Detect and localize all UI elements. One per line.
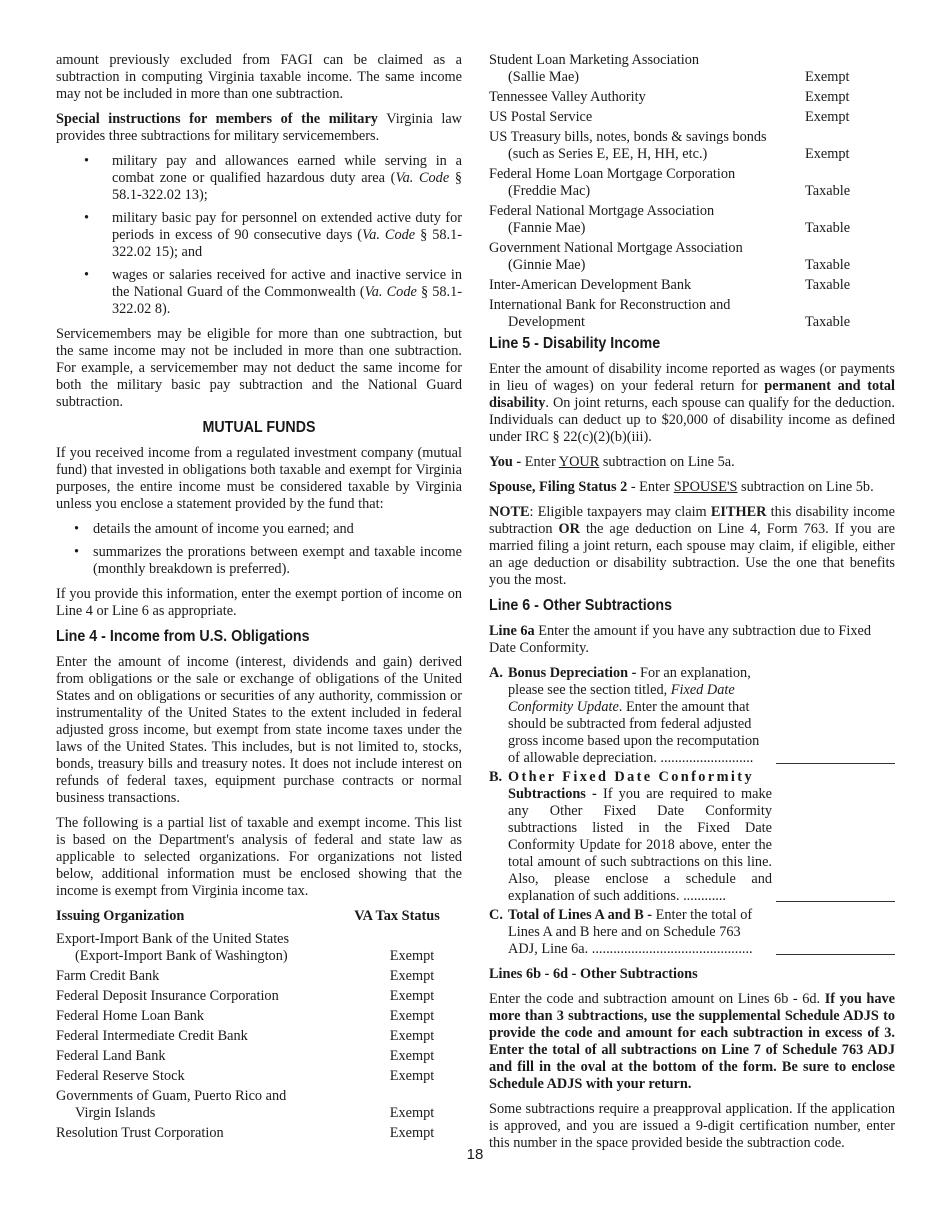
list-item: • details the amount of income you earned; and: [56, 521, 462, 538]
tax-status: Taxable: [805, 314, 851, 330]
line6-heading: Line 6 - Other Subtractions: [489, 597, 673, 614]
obligations-table-left: [56, 931, 462, 1142]
tax-status: Taxable: [805, 257, 851, 273]
military-list: [56, 153, 462, 318]
page-number: 18: [466, 1146, 484, 1163]
note-paragraph: NOTE: Eligible taxpayers may claim EITHER this disability income subtraction OR the age deduction on Line 4, Form 763. If you are married filing a joint return, each spouse may claim, if eligible, either an age deduction or disability subtraction. Use the one that benefits you the most.: [489, 504, 896, 588]
left-column: [56, 52, 462, 1145]
tax-status: Exempt: [389, 948, 435, 964]
column-header-status: VA Tax Status: [354, 908, 440, 924]
obligations-table-right: [489, 52, 895, 331]
org-name: Federal Land Bank: [56, 1048, 166, 1064]
tax-status: Exempt: [389, 1048, 435, 1064]
org-name: US Postal Service: [489, 109, 593, 125]
table-row: [56, 1008, 462, 1025]
line4-heading: Line 4 - Income from U.S. Obligations: [56, 628, 310, 645]
mutual-funds-heading: MUTUAL FUNDS: [202, 419, 316, 436]
intro-paragraph: amount previously excluded from FAGI can be claimed as a subtraction in computing Virginia taxable income. The same income may not be included in more than one subtraction.: [56, 52, 462, 102]
line6a-paragraph: Line 6a Enter the amount if you have any subtraction due to Fixed Date Conformity.: [489, 623, 871, 656]
mutual-funds-followup: If you provide this information, enter the exempt portion of income on Line 4 or Line 6 as appropriate.: [56, 586, 462, 619]
org-name: Government National Mortgage Association (Ginnie Mae): [489, 240, 743, 273]
org-name: US Treasury bills, notes, bonds & savings bonds (such as Series E, EE, H, HH, etc.): [489, 129, 767, 162]
tax-status: Exempt: [805, 146, 850, 162]
table-row: [489, 277, 895, 294]
table-row: [56, 1068, 462, 1085]
tax-status: Taxable: [805, 220, 851, 236]
tax-status: Exempt: [389, 968, 435, 984]
tax-status: Exempt: [805, 89, 850, 105]
org-name: Federal Intermediate Credit Bank: [56, 1028, 248, 1044]
line5-heading: Line 5 - Disability Income: [489, 335, 661, 352]
list-item: • wages or salaries received for active and inactive service in the National Guard of the Commonwealth (Va. Code § 58.1-322.02 8).: [56, 267, 462, 318]
tax-status: Exempt: [389, 1105, 435, 1121]
org-name: International Bank for Reconstruction and Development: [489, 297, 731, 330]
table-row: [489, 203, 895, 237]
table-row: [489, 240, 895, 274]
org-name: Farm Credit Bank: [56, 968, 160, 984]
org-name: Federal Deposit Insurance Corporation: [56, 988, 279, 1004]
mutual-funds-paragraph: If you received income from a regulated investment company (mutual fund) that invested in obligations both taxable and exempt for Virginia purposes, the entire income must be considered taxable by Virginia unless you enclose a statement provided by the fund that:: [56, 445, 462, 512]
tax-status: Exempt: [389, 988, 435, 1004]
table-row: [489, 129, 895, 163]
table-header: [56, 908, 462, 925]
table-row: [56, 1028, 462, 1045]
military-paragraph: Special instructions for members of the military Virginia law provides three subtractions for military servicemembers.: [56, 111, 463, 144]
table-row: [56, 1088, 462, 1122]
tax-status: Taxable: [805, 183, 851, 199]
you-instruction: You - Enter YOUR subtraction on Line 5a.: [489, 454, 735, 470]
org-name: Governments of Guam, Puerto Rico and Virgin Islands: [56, 1088, 287, 1121]
table-row: [56, 988, 462, 1005]
org-name: Federal Reserve Stock: [56, 1068, 185, 1084]
entry-c: C. Total of Lines A and B - Enter the total of Lines A and B here and on Schedule 763 ADJ, Line 6a. .............................................: [489, 907, 895, 958]
org-name: Inter-American Development Bank: [489, 277, 692, 293]
table-row: [489, 166, 895, 200]
tax-status: Exempt: [389, 1125, 435, 1141]
list-item: • summarizes the prorations between exempt and taxable income (monthly breakdown is preferred).: [56, 544, 462, 578]
entry-b-amount-blank[interactable]: [776, 901, 895, 902]
tax-status: Exempt: [389, 1068, 435, 1084]
list-item: • military pay and allowances earned while serving in a combat zone or qualified hazardous duty area (Va. Code § 58.1-322.02 13);: [56, 153, 462, 204]
line4-list-intro: The following is a partial list of taxable and exempt income. This list is based on the Department's analysis of federal and state law as applicable to selected organizations. For organizations not listed below, additional information must be enclosed showing that the income is exempt from Virginia income tax.: [56, 815, 462, 899]
tax-status: Exempt: [805, 109, 850, 125]
tax-status: Taxable: [805, 277, 851, 293]
table-row: [489, 89, 895, 106]
org-name: Student Loan Marketing Association (Sallie Mae): [489, 52, 700, 85]
entry-a-amount-blank[interactable]: [776, 763, 895, 764]
table-row: [489, 297, 895, 331]
tax-status: Exempt: [389, 1028, 435, 1044]
table-row: [56, 931, 462, 965]
org-name: Export-Import Bank of the United States (Export-Import Bank of Washington): [56, 931, 290, 964]
tax-status: Exempt: [805, 69, 850, 85]
list-item: • military basic pay for personnel on extended active duty for periods in excess of 90 consecutive days (Va. Code § 58.1-322.02 15); and: [56, 210, 462, 261]
org-name: Tennessee Valley Authority: [489, 89, 646, 105]
line5-paragraph: Enter the amount of disability income reported as wages (or payments in lieu of wages) on your federal return for permanent and total disability. On joint returns, each spouse can qualify for the deduction. Individuals can deduct up to $20,000 of disability income as defined under IRC § 22(c)(2)(b)(iii).: [489, 361, 895, 445]
servicemembers-paragraph: Servicemembers may be eligible for more than one subtraction, but the same income may not be included in more than one subtraction. For example, a servicemember may not deduct the same income for both the military basic pay subtraction and the National Guard subtraction.: [56, 326, 462, 410]
entry-a: A. Bonus Depreciation - For an explanation, please see the section titled, Fixed Date Conformity Update. Enter the amount that should be subtracted from federal adjusted gross income based upon the recomputation of allowable depreciation. ..........................: [489, 665, 895, 767]
entry-c-amount-blank[interactable]: [776, 954, 895, 955]
table-row: [56, 1048, 462, 1065]
org-name: Federal Home Loan Mortgage Corporation (Freddie Mac): [489, 166, 736, 199]
org-name: Federal Home Loan Bank: [56, 1008, 205, 1024]
spouse-instruction: Spouse, Filing Status 2 - Enter SPOUSE'S subtraction on Line 5b.: [489, 479, 874, 495]
table-row: [56, 968, 462, 985]
lines6bd-heading: Lines 6b - 6d - Other Subtractions: [489, 966, 698, 982]
entry-b: B. Other Fixed Date Conformity Subtractions - If you are required to make any Other Fixed Date Conformity subtractions listed in the Fixed Date Conformity Update for 2018 above, enter the total amount of such subtractions on this line. Also, please enclose a schedule and explanation of such additions. ............: [489, 769, 895, 905]
preapproval-paragraph: Some subtractions require a preapproval application. If the application is approved, and you are issued a 9-digit certification number, enter this number in the space provided beside the subtraction code.: [489, 1101, 895, 1151]
right-column: [489, 52, 895, 1160]
tax-status: Exempt: [389, 1008, 435, 1024]
org-name: Federal National Mortgage Association (Fannie Mae): [489, 203, 715, 236]
org-name: Resolution Trust Corporation: [56, 1125, 224, 1141]
line4-paragraph: Enter the amount of income (interest, dividends and gain) derived from obligations or the sale or exchange of obligations of the United States and on obligations or securities of any authority, commission or instrumentality of the United States to the extent included in federal adjusted gross income, but exempt from state income taxes under the laws of the United States. This includes, but is not limited to, stocks, bonds, treasury bills and treasury notes. It does not include interest on refunds of federal taxes, equipment purchase contracts or normal business transactions.: [56, 654, 462, 806]
table-row: [489, 52, 895, 86]
lines6bd-paragraph: Enter the code and subtraction amount on Lines 6b - 6d. If you have more than 3 subtractions, use the supplemental Schedule ADJS to provide the code and amount for each subtraction in excess of 3. Enter the total of all subtractions on Line 7 of Schedule 763 ADJ and fill in the oval at the bottom of the form. Be sure to enclose Schedule ADJS with your return.: [489, 991, 895, 1092]
table-row: [56, 1125, 462, 1142]
column-header-org: Issuing Organization: [56, 908, 185, 924]
table-row: [489, 109, 895, 126]
mutual-funds-list: [56, 521, 462, 578]
